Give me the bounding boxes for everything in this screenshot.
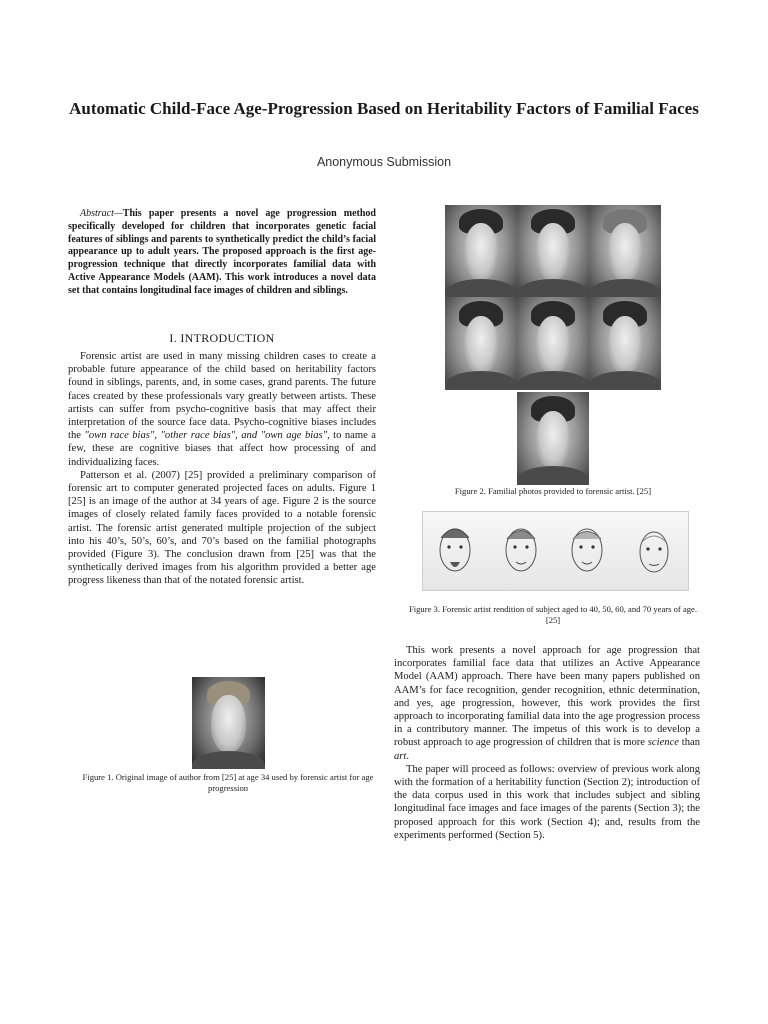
figure-3-forensic-renditions: [422, 511, 689, 591]
familial-photo-1: [445, 205, 517, 297]
familial-photo-4: [445, 297, 517, 390]
left-column-text: [68, 350, 376, 588]
rendition-age-50: [488, 512, 555, 590]
rendition-age-40: [423, 512, 489, 590]
familial-photo-7: [517, 392, 589, 485]
familial-photo-5: [517, 297, 589, 390]
paragraph-1: [68, 350, 376, 469]
paragraph-3: [394, 644, 700, 763]
abstract-body: This paper presents a novel age progression method specifically developed for children that incorporates genetic facial features of siblings and parents to synthetically predict the child’s facial appearance up to adult years. The proposed approach is the first age-progression technique that directly incorporates familial data with Active Appearance Models (AAM). This work introduces a novel data set that contains longitudinal face images of children and siblings.: [68, 208, 376, 296]
paragraph-3-emphasis-art: art: [394, 750, 407, 762]
paragraph-3-text: This work presents a novel approach for age progression that incorporates familial face data that utilizes an Active Appearance Model (AAM) approach. There have been many papers published on AAM’s for face recognition, gender recognition, ethnic determination, and yes, age progression, however, this work provides the first approach to incorporating familial data into the age progression process in a contributory manner. The impetus of this work is to develop a robust approach to age progression of children that is more: [394, 645, 700, 749]
paragraph-4: The paper will proceed as follows: overview of previous work along with the formation of a heritability function (Section 2); introduction of the data corpus used in this work that includes subject and sibling longitudinal face images and face images of the parents (Section 3); the proposed approach for this work (Section 4); and, results from the experiments performed (Section 5).: [394, 763, 700, 841]
figure-1-photo: [192, 677, 265, 769]
rendition-age-60: [554, 512, 622, 590]
paragraph-1-emphasis: "own race bias", "other race bias", and "own age bias": [84, 430, 328, 442]
familial-photo-3: [589, 205, 661, 297]
right-column-text: [394, 644, 700, 842]
paragraph-3-emphasis-science: science: [647, 737, 679, 749]
figure-2-familial-photos: [445, 205, 661, 485]
figure-2-caption: Figure 2. Familial photos provided to forensic artist. [25]: [454, 486, 652, 496]
familial-photo-6: [589, 297, 661, 390]
author-line: Anonymous Submission: [316, 155, 452, 169]
paragraph-1-text-a: Forensic artist are used in many missing children cases to create a probable future appearance of the child based on heritability factors found in siblings, parents, and, in some cases, grand parents. The future faces created by these professionals vary greatly between artists. These artists can suffer from psycho-cognitive basis that may affect their interpretation of the source face data. Psycho-cognitive biases includes the: [68, 351, 376, 442]
paragraph-2: Patterson et al. (2007) [25] provided a preliminary comparison of forensic art to computer generated projected faces on adults. Figure 1 [25] is an image of the author at 34 years of age. Figure 2 is the source images of closely related family faces provided to a notable forensic artist. The forensic artist generated multiple projection of the subject into his 40’s, 50’s, 60’s, and 70’s based on the familial photographs provided (Figure 3). The conclusion drawn from [25] was that the synthetically derived images from his algorithm provided a better age progress likeness than that of the notated forensic artist.: [68, 469, 376, 587]
section-heading-introduction: I. INTRODUCTION: [169, 331, 275, 345]
abstract-lead: Abstract—: [80, 208, 123, 219]
paragraph-1-text-b: , to name a few, these are cognitive biases that affect how processing of and individualizing faces.: [68, 430, 376, 468]
rendition-age-70: [621, 512, 688, 590]
figure-1-caption: Figure 1. Original image of author from [25] at age 34 used by forensic artist for age progression: [82, 772, 374, 793]
paper-title: Automatic Child-Face Age-Progression Based on Heritability Factors of Familial Faces: [69, 99, 699, 118]
paragraph-3-text-mid: than: [678, 737, 700, 749]
familial-photo-2: [517, 205, 589, 297]
figure-3-caption: Figure 3. Forensic artist rendition of subject aged to 40, 50, 60, and 70 years of age. [25]: [408, 604, 698, 625]
paragraph-3-text-end: .: [406, 750, 410, 762]
abstract: [68, 208, 376, 298]
